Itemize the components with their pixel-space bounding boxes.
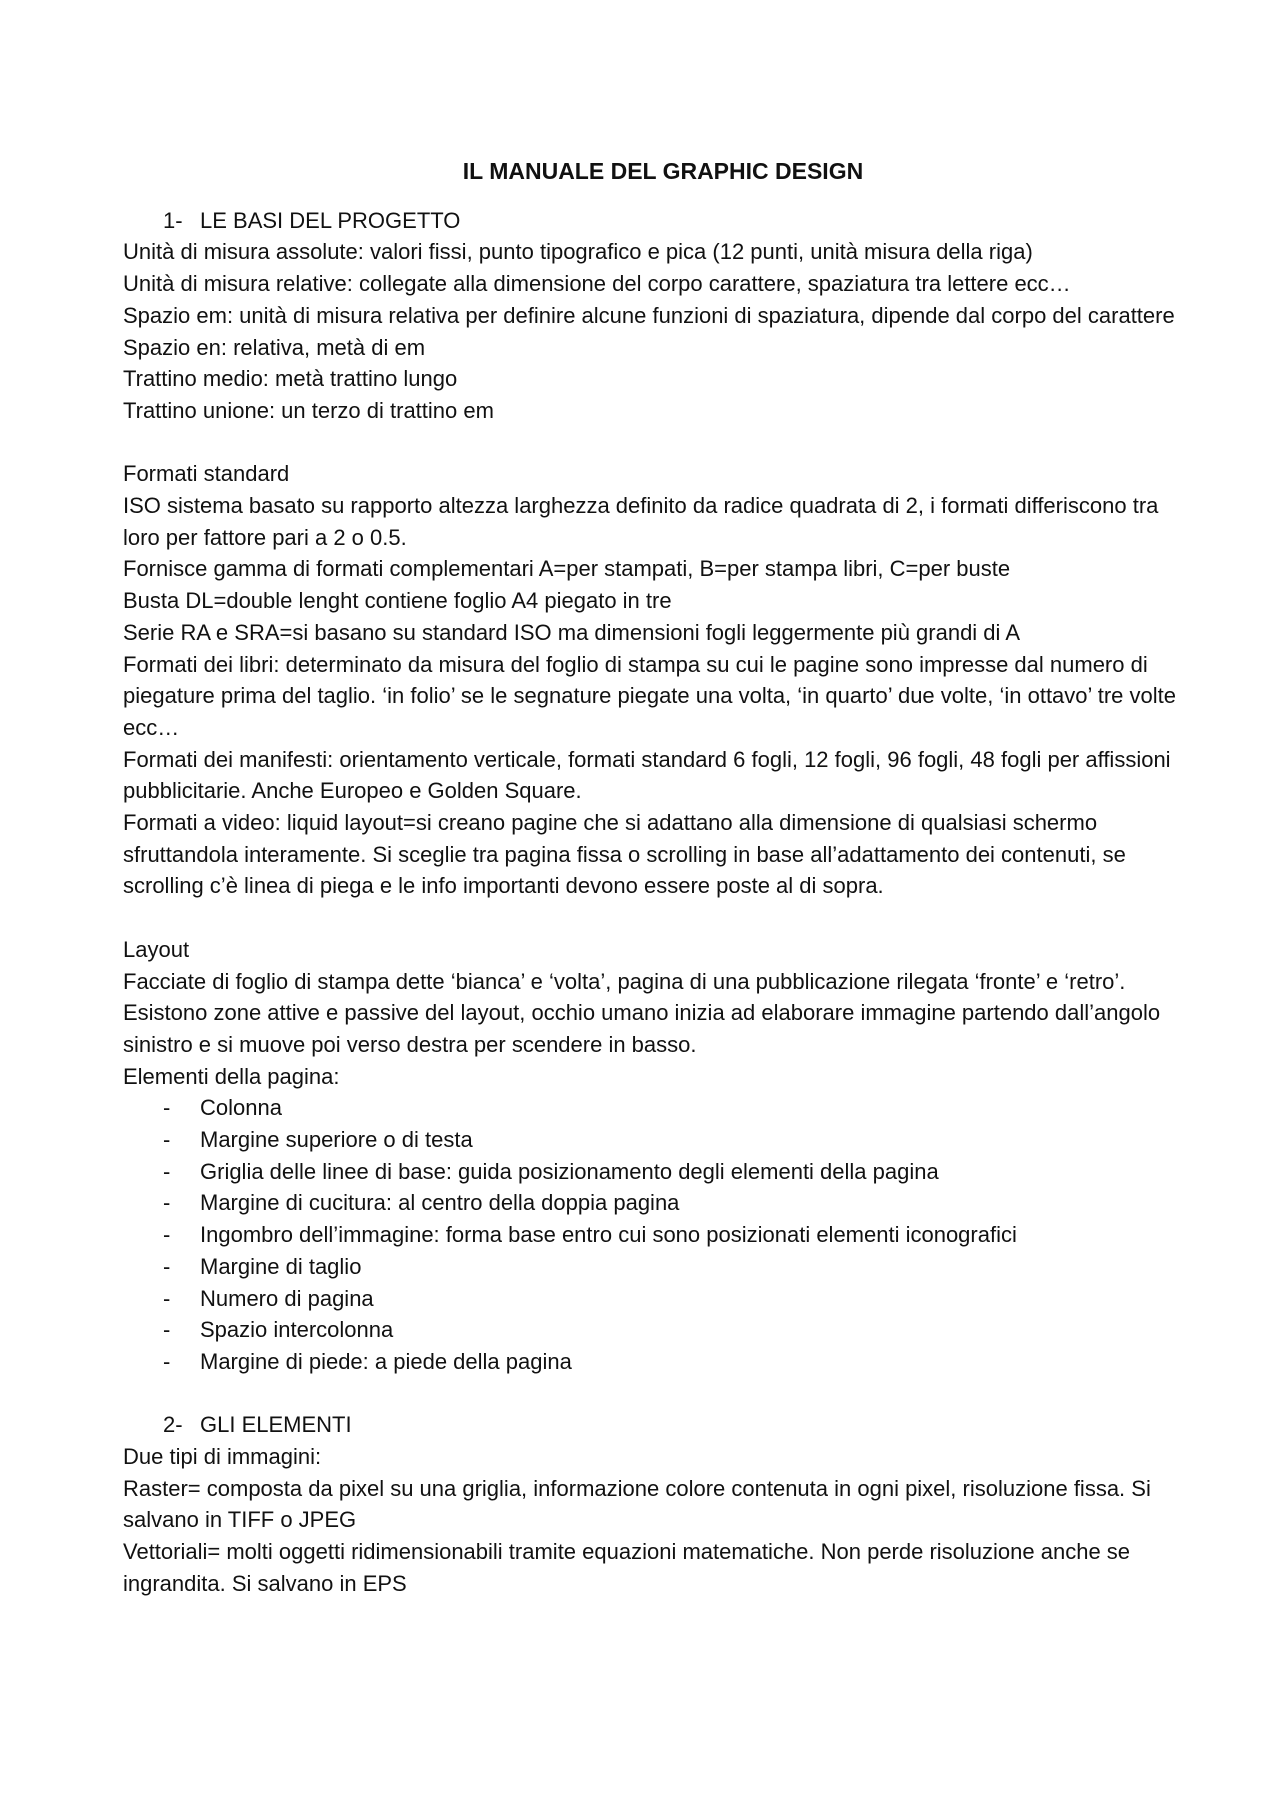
list-item [123,1251,1183,1283]
dash-bullet: - [163,1348,171,1374]
paragraph: Due tipi di immagini: [123,1444,322,1470]
dash-bullet: - [163,1222,171,1248]
list-item-text: Margine di taglio [200,1253,362,1279]
document-title: IL MANUALE DEL GRAPHIC DESIGN [462,158,864,184]
list-item-text: Ingombro dell’immagine: forma base entro cui sono posizionati elementi iconografici [200,1222,1017,1248]
dash-bullet: - [163,1285,171,1311]
paragraph: Raster= composta da pixel su una griglia, informazione colore contenuta in ogni pixel, risoluzione fissa. Si salvano in TIFF o JPEG [123,1475,1151,1533]
paragraph: Unità di misura relative: collegate alla dimensione del corpo carattere, spaziatura tra lettere ecc… [123,271,1071,297]
paragraph: Spazio en: relativa, metà di em [123,334,426,360]
page-elements-list [123,1092,1183,1377]
section-heading-gli-elementi [123,1409,1183,1441]
dash-bullet: - [163,1253,171,1279]
blank-line [123,427,1183,459]
blank-line [123,902,1183,934]
dash-bullet: - [163,1158,171,1184]
dash-bullet: - [163,1127,171,1153]
paragraph: Facciate di foglio di stampa dette ‘bianca’ e ‘volta’, pagina di una pubblicazione rilegata ‘fronte’ e ‘retro’. Esistono zone attive e passive del layout, occhio umano inizia ad elaborare immagine partendo dall’angolo sinistro e si muove poi verso destra per scendere in basso. [123,968,1161,1057]
list-item [123,1346,1183,1378]
paragraph: Spazio em: unità di misura relativa per definire alcune funzioni di spaziatura, dipende dal corpo del carattere [123,302,1175,328]
paragraph: Formati a video: liquid layout=si creano pagine che si adattano alla dimensione di qualsiasi schermo sfruttandola interamente. Si sceglie tra pagina fissa o scrolling in base all’adattamento dei contenuti, se scrolling c’è linea di piega e le info importanti devono essere poste al di sopra. [123,810,1126,899]
dash-bullet: - [163,1190,171,1216]
subheading-layout: Layout [123,936,190,962]
blank-line [123,1378,1183,1410]
section-heading-text: LE BASI DEL PROGETTO [200,207,461,233]
paragraph: Serie RA e SRA=si basano su standard ISO ma dimensioni fogli leggermente più grandi di A [123,619,1021,645]
paragraph: ISO sistema basato su rapporto altezza larghezza definito da radice quadrata di 2, i formati differiscono tra loro per fattore pari a 2 o 0.5. [123,493,1159,550]
paragraph: Formati dei manifesti: orientamento verticale, formati standard 6 fogli, 12 fogli, 96 fogli, 48 fogli per affissioni pubblicitarie. Anche Europeo e Golden Square. [123,746,1171,804]
list-item [123,1283,1183,1315]
document-page [123,156,1183,1600]
paragraph: Trattino unione: un terzo di trattino em [123,397,494,423]
list-item [123,1187,1183,1219]
list-item-text: Colonna [200,1095,282,1121]
paragraph: Busta DL=double lenght contiene foglio A4 piegato in tre [123,588,672,614]
list-item-text: Margine di cucitura: al centro della doppia pagina [200,1190,680,1216]
list-item-text: Griglia delle linee di base: guida posizionamento degli elementi della pagina [200,1158,939,1184]
paragraph: Unità di misura assolute: valori fissi, punto tipografico e pica (12 punti, unità misura della riga) [123,239,1033,265]
list-item-text: Margine di piede: a piede della pagina [200,1348,572,1374]
section-number: 1- [163,207,183,233]
list-item-text: Spazio intercolonna [200,1317,394,1343]
dash-bullet: - [163,1095,171,1121]
section-heading-basi-progetto [123,205,1183,237]
list-item [123,1314,1183,1346]
list-label: Elementi della pagina: [123,1063,340,1089]
paragraph: Formati dei libri: determinato da misura del foglio di stampa su cui le pagine sono impresse dal numero di piegature prima del taglio. ‘in folio’ se le segnature piegate una volta, ‘in quarto’ due volte, ‘in ottavo’ tre volte ecc… [123,651,1176,740]
list-item [123,1124,1183,1156]
section-heading-text: GLI ELEMENTI [200,1412,352,1438]
list-item [123,1092,1183,1124]
list-item [123,1156,1183,1188]
paragraph: Vettoriali= molti oggetti ridimensionabili tramite equazioni matematiche. Non perde risoluzione anche se ingrandita. Si salvano in EPS [123,1539,1131,1596]
list-item-text: Margine superiore o di testa [200,1127,473,1153]
section-number: 2- [163,1412,183,1438]
dash-bullet: - [163,1317,171,1343]
paragraph: Fornisce gamma di formati complementari A=per stampati, B=per stampa libri, C=per buste [123,556,1011,582]
subheading-formati-standard: Formati standard [123,461,290,487]
paragraph: Trattino medio: metà trattino lungo [123,366,458,392]
list-item [123,1219,1183,1251]
list-item-text: Numero di pagina [200,1285,374,1311]
